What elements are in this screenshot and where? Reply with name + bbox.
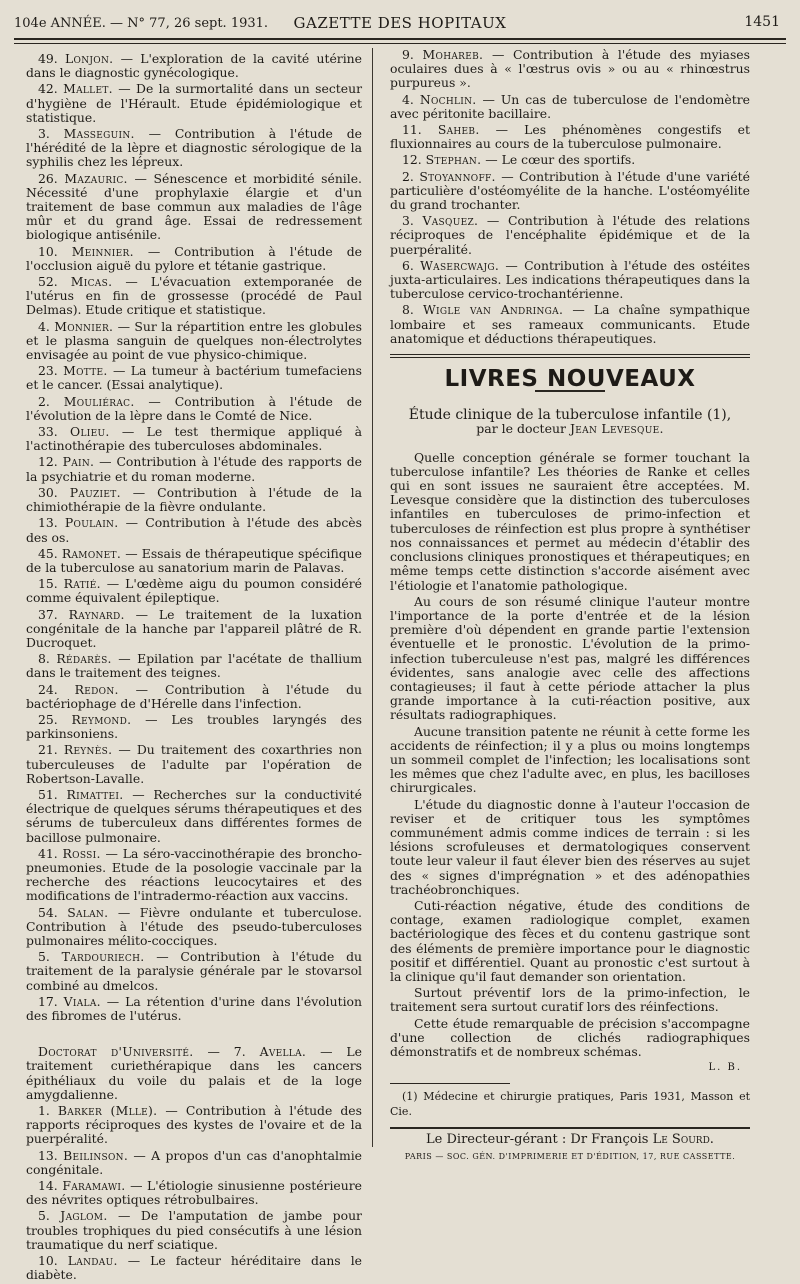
entry-number: 42. [38, 81, 58, 97]
entry-number: 13. [38, 515, 58, 531]
entry-number: 51. [38, 786, 58, 802]
list-item [390, 259, 750, 302]
entry-author: Stoyannoff. [419, 168, 496, 184]
entry-title: — Contribution à l'étude du bactériophage de d'Hérelle dans l'infection. [26, 681, 362, 711]
entry-author: Barker (Mlle). [57, 1103, 158, 1119]
list-item [26, 516, 362, 544]
thesis-list-continued [390, 48, 750, 346]
list-item [26, 608, 362, 651]
book-title: Étude clinique de la tuberculose infantile (1), [408, 407, 732, 424]
entry-title: — De la surmortalité dans un secteur d'hygiène de l'Hérault. Etude épidémiologique et statistique. [26, 81, 362, 125]
list-item [26, 425, 362, 453]
page-header [14, 10, 786, 36]
list-item [26, 1254, 362, 1282]
list-item [26, 395, 362, 423]
list-item [390, 93, 750, 121]
entry-author: Rimattei. [66, 786, 124, 802]
entry-author: Rossi. [62, 845, 101, 861]
entry-number: 11. [402, 122, 422, 138]
entry-number: 10. [38, 1253, 58, 1269]
entry-author: Motte. [63, 363, 108, 379]
entry-author: Meinnier. [71, 243, 134, 259]
entry-title: — A propos d'un cas d'anophtalmie congénitale. [26, 1147, 362, 1177]
entry-author: Mohareb. [422, 47, 484, 62]
entry-title: — Contribution à l'étude de l'occlusion aiguë du pylore et tétanie gastrique. [26, 243, 362, 273]
list-item [26, 1104, 362, 1147]
entry-number: 24. [38, 681, 58, 697]
review-paragraph: L'étude du diagnostic donne à l'auteur l'occasion de reviser et de critiquer tous les symptômes communément admis comme indices de terrain : si les lésions scrofuleuses et dermatologiques conservent toute leur valeur il faut élever bien des réserves au sujet des « signes d'imprégnation » et des adénopathies trachéobronchiques. [390, 796, 750, 897]
entry-title: — La rétention d'urine dans l'évolution des fibromes de l'utérus. [26, 993, 362, 1023]
doctorat-first-text: — Le traitement curiethérapique dans les cancers épithéliaux du voile du palais et de la loge amygdalienne. [26, 1044, 362, 1102]
entry-title: — Fièvre ondulante et tuberculose. Contribution à l'étude des pseudo-tuberculoses pulmonaires mélito-cocciques. [26, 904, 362, 948]
column-divider [372, 48, 373, 1147]
entry-title: — Contribution à l'étude du traitement de la paralysie générale par le stovarsol combiné au dmelcos. [26, 949, 362, 993]
entry-number: 2. [38, 393, 50, 409]
entry-title: — Contribution à l'étude de la chimiothérapie de la fièvre ondulante. [26, 484, 362, 515]
section-rule-2 [390, 357, 750, 358]
entry-number: 5. [38, 949, 50, 965]
doctorat-first-name: Avella. [259, 1044, 307, 1060]
entry-author: Raynard. [68, 606, 125, 622]
entry-title: — Contribution à l'étude des rapports réciproques des kystes de l'ovaire et de la puerpéralité. [26, 1103, 362, 1147]
header-rule [14, 38, 786, 40]
list-item [26, 172, 362, 243]
entry-number: 17. [38, 993, 58, 1009]
list-item [26, 364, 362, 392]
entry-number: 2. [402, 168, 414, 184]
publication-title: GAZETTE DES HOPITAUX [293, 14, 507, 32]
doctorat-list [26, 1104, 362, 1282]
entry-number: 25. [38, 711, 58, 727]
list-item [26, 788, 362, 845]
list-item [26, 245, 362, 273]
list-item [26, 950, 362, 993]
director-line [390, 1133, 750, 1147]
entry-author: Micas. [70, 274, 113, 290]
entry-title: — La séro-vaccinothérapie des broncho-pneumonies. Etude de la posologie vaccinale par la recherche des réactions leucocytaires et des modifications de l'intradermo-réaction aux vaccins. [26, 845, 362, 904]
entry-author: Wigle van Andringa. [423, 302, 564, 318]
section-rule [390, 354, 750, 355]
list-item [26, 906, 362, 949]
review-paragraph: Cuti-réaction négative, étude des conditions de contage, examen radiologique complet, examen bactériologique des fèces et du contenu gastrique sont des éléments de première importance pour le diagnostic positif et différentiel. Quant au pronostic c'est surtout à la clinique qu'il faut demander son orientation. [390, 897, 750, 984]
list-item [26, 320, 362, 363]
entry-number: 6. [402, 257, 414, 273]
entry-author: Reymond. [71, 711, 132, 727]
list-item [26, 713, 362, 741]
list-item [26, 847, 362, 904]
entry-author: Ratié. [63, 576, 101, 592]
entry-number: 13. [38, 1147, 58, 1163]
entry-number: 15. [38, 576, 58, 592]
entry-number: 23. [38, 363, 58, 379]
entry-author: Olieu. [70, 424, 110, 440]
book-byline [390, 422, 750, 436]
entry-author: Reynès. [63, 742, 113, 758]
list-item [390, 123, 750, 151]
entry-author: Poulain. [64, 515, 119, 531]
entry-number: 33. [38, 424, 58, 440]
entry-author: Salan. [67, 904, 109, 920]
entry-title: — Les phénomènes congestifs et fluxionnaires au cours de la tuberculose pulmonaire. [390, 122, 750, 152]
list-item [390, 48, 750, 91]
entry-author: Masseguin. [63, 126, 135, 142]
footnote-rule [390, 1083, 510, 1084]
entry-author: Beilinson. [63, 1147, 129, 1163]
issue-info: 104e ANNÉE. — N° 77, 26 sept. 1931. [14, 16, 269, 31]
footnote: (1) Médecine et chirurgie pratiques, Paris 1931, Masson et Cie. [390, 1090, 750, 1118]
entry-number: 21. [38, 742, 58, 758]
entry-author: Lonjon. [64, 51, 114, 66]
list-item [26, 455, 362, 483]
entry-title: — Contribution à l'étude des myiases oculaires dues à « l'œstrus ovis » ou au « rhinœstrus purpureus ». [390, 47, 750, 91]
entry-number: 41. [38, 845, 58, 861]
entry-title: — Essais de thérapeutique spécifique de la tuberculose au sanatorium marin de Palavas. [26, 545, 362, 575]
entry-number: 12. [402, 152, 422, 168]
list-item [26, 1209, 362, 1252]
entry-author: Saheb. [437, 122, 480, 138]
entry-title: — Epilation par l'acétate de thallium dans le traitement des teignes. [26, 651, 362, 681]
list-item [26, 652, 362, 680]
entry-number: 26. [38, 170, 58, 186]
list-item [26, 547, 362, 575]
entry-number: 45. [38, 545, 58, 561]
entry-author: Pauziet. [69, 484, 121, 500]
doctorat-heading-entry [26, 1045, 362, 1102]
list-item [26, 1149, 362, 1177]
list-item [26, 743, 362, 786]
list-item [26, 82, 362, 125]
entry-title: — Le cœur des sportifs. [481, 152, 636, 168]
entry-author: Mazauric. [64, 170, 128, 186]
entry-title: — Sénescence et morbidité sénile. Nécessité d'une prophylaxie élargie et d'un traitement de base commun aux maladies de l'âge mûr et du grand âge. Essai de redressement biologique antisénile. [26, 170, 362, 243]
entry-number: 3. [402, 213, 414, 229]
entry-title: — Sur la répartition entre les globules et le plasma sanguin de quelques non-électrolytes envisagée au point de vue physico-chimique. [26, 318, 362, 363]
entry-number: 8. [402, 302, 414, 318]
list-item [26, 486, 362, 514]
list-item [390, 170, 750, 213]
doctorat-lead: Doctorat d'Université. [38, 1044, 194, 1060]
footer-rule [390, 1127, 750, 1129]
entry-number: 12. [38, 454, 58, 470]
entry-title: — La chaîne sympathique lombaire et ses rameaux communicants. Etude anatomique et déductions thérapeutiques. [390, 302, 750, 346]
entry-title: — Le facteur héréditaire dans le diabète. [26, 1253, 362, 1283]
entry-author: Wasercwajg. [420, 257, 500, 273]
left-column [26, 52, 362, 1284]
entry-number: 9. [402, 47, 414, 62]
entry-author: Ramonet. [61, 545, 122, 561]
entry-title: — Le test thermique appliqué à l'actinothérapie des tuberculoses abdominales. [26, 424, 362, 454]
entry-number: 8. [38, 651, 50, 667]
entry-title: — Un cas de tuberculose de l'endomètre avec péritonite bacillaire. [390, 91, 750, 121]
printer-line: PARIS — SOC. GÉN. D'IMPRIMERIE ET D'ÉDITION, 17, RUE CASSETTE. [404, 1152, 736, 1162]
entry-number: 10. [38, 243, 58, 259]
entry-number: 4. [38, 318, 50, 334]
list-item [26, 275, 362, 318]
list-item [26, 52, 362, 80]
review-signature: L. B. [708, 1062, 742, 1074]
list-item [26, 1179, 362, 1207]
entry-title: — Contribution à l'étude de l'hérédité de la lèpre et diagnostic sérologique de la syphilis chez les lépreux. [26, 126, 362, 170]
entry-title: — L'œdème aigu du poumon considéré comme équivalent épileptique. [26, 576, 362, 606]
list-item [390, 303, 750, 346]
entry-author: Tardouriech. [61, 949, 145, 965]
entry-title: — L'exploration de la cavité utérine dans le diagnostic gynécologique. [26, 51, 362, 81]
entry-number: 14. [38, 1178, 58, 1194]
review-body [390, 451, 750, 1060]
list-item [390, 153, 750, 167]
entry-title: — L'étiologie sinusienne postérieure des névrites optiques rétrobulbaires. [26, 1178, 362, 1208]
list-item [390, 214, 750, 257]
entry-title: — Contribution à l'étude de l'évolution de la lèpre dans le Comté de Nice. [26, 393, 362, 423]
review-paragraph: Surtout préventif lors de la primo-infection, le traitement sera surtout curatif lors des réinfections. [390, 985, 750, 1015]
list-item [26, 127, 362, 170]
right-column [390, 48, 750, 1164]
entry-title: — Les troubles laryngés des parkinsoniens. [26, 711, 362, 742]
entry-author: Mouliérac. [63, 393, 135, 409]
entry-title: — Du traitement des coxarthries non tuberculeuses de l'adulte par l'opération de Robertson-Lavalle. [26, 742, 362, 786]
entry-number: 3. [38, 126, 50, 142]
entry-title: — L'évacuation extemporanée de l'utérus en fin de grossesse (procédé de Paul Delmas). Etude critique et statistique. [26, 274, 362, 318]
review-paragraph: Au cours de son résumé clinique l'auteur montre l'importance de la porte d'entrée et de la lésion première d'où dépendent en grande partie l'extension éventuelle et le pronostic. L'évolution de la primo-infection tuberculeuse n'est pas, malgré les différences évidentes, sans analogie avec celle des affections contagieuses; il faut à cette période attacher la plus grande importance à la cuti-réaction positive, aux résultats radiographiques. [390, 593, 750, 723]
review-paragraph: Aucune transition patente ne réunit à cette forme les accidents de réinfection; il y a plus ou moins longtemps un sommeil complet de l'infection; les localisations sont les mêmes que chez l'adulte avec, en plus, les bacilloses chirurgicales. [390, 723, 750, 796]
director-label: Le Directeur-gérant : Dr François [426, 1131, 653, 1147]
entry-author: Jaglom. [60, 1208, 108, 1224]
entry-number: 4. [402, 91, 414, 107]
entry-number: 5. [38, 1208, 50, 1224]
review-paragraph: Quelle conception générale se former touchant la tuberculose infantile? Les théories de Ranke et celles qui en sont issues ne sauraient être acceptées. M. Levesque considère que la distinction des tuberculoses infantiles en tuberculoses de primo-infection et tuberculoses de réinfection est plus propre à synthétiser nos connaissances et permet au médecin d'établir des conclusions cliniques pronostiques et thérapeutiques; en même temps cette distinction s'accorde aisément avec l'étiologie et l'anatomie pathologique. [390, 449, 750, 593]
section-heading: LIVRES NOUVEAUX [444, 366, 696, 393]
entry-title: — Le traitement de la luxation congénitale de la hanche par l'appareil plâtré de R. Ducroquet. [26, 606, 362, 650]
list-item [26, 683, 362, 711]
director-name: Le Sourd. [652, 1131, 714, 1147]
entry-author: Stephan. [425, 152, 482, 168]
entry-title: — Recherches sur la conductivité électrique de quelques sérums thérapeutiques et des sérums de tuberculeux dans différentes formes de bacillose pulmonaire. [26, 786, 362, 845]
spacer [26, 1025, 362, 1045]
entry-number: 37. [38, 606, 58, 622]
byline-prefix: par le docteur [476, 421, 570, 437]
thesis-list [26, 52, 362, 1023]
entry-author: Nochlin. [419, 91, 477, 107]
entry-author: Viala. [63, 993, 101, 1009]
entry-title: — Contribution à l'étude des abcès des os. [26, 515, 362, 545]
entry-author: Vasquez. [422, 213, 479, 229]
entry-title: — Contribution à l'étude des ostéites juxta-articulaires. Les indications thérapeutiques dans la tuberculose cervico-trochantérienne. [390, 257, 750, 302]
entry-title: — La tumeur à bactérium tumefaciens et le cancer. (Essai analytique). [26, 363, 362, 393]
entry-author: Pain. [62, 454, 95, 470]
entry-number: 49. [38, 51, 58, 66]
doctorat-first-num: — 7. [193, 1044, 260, 1060]
entry-author: Rédarès. [56, 651, 112, 667]
page-number: 1451 [744, 14, 780, 30]
entry-number: 54. [38, 904, 58, 920]
entry-number: 1. [38, 1103, 50, 1119]
header-rule-thin [14, 43, 786, 44]
entry-title: — Contribution à l'étude des relations réciproques de l'encéphalite épidémique et de la puerpéralité. [390, 213, 750, 257]
entry-author: Redon. [74, 681, 119, 697]
entry-title: — Contribution à l'étude d'une variété particulière d'ostéomyélite de la hanche. L'ostéomyélite du grand trochanter. [390, 168, 750, 213]
entry-author: Faramawi. [62, 1178, 126, 1194]
entry-title: — De l'amputation de jambe pour troubles trophiques du pied consécutifs à une lésion traumatique du nerf sciatique. [26, 1208, 362, 1252]
entry-author: Landau. [67, 1253, 118, 1269]
entry-title: — Contribution à l'étude des rapports de la psychiatrie et du roman moderne. [26, 454, 362, 484]
review-paragraph: Cette étude remarquable de précision s'accompagne d'une collection de clichés radiographiques démonstratifs et de nombreux schémas. [390, 1015, 750, 1059]
list-item [26, 995, 362, 1023]
entry-number: 52. [38, 274, 58, 290]
list-item [26, 577, 362, 605]
book-author: Jean Levesque. [569, 421, 664, 437]
entry-author: Monnier. [54, 318, 114, 334]
entry-author: Mallet. [63, 81, 113, 97]
entry-number: 30. [38, 484, 58, 500]
